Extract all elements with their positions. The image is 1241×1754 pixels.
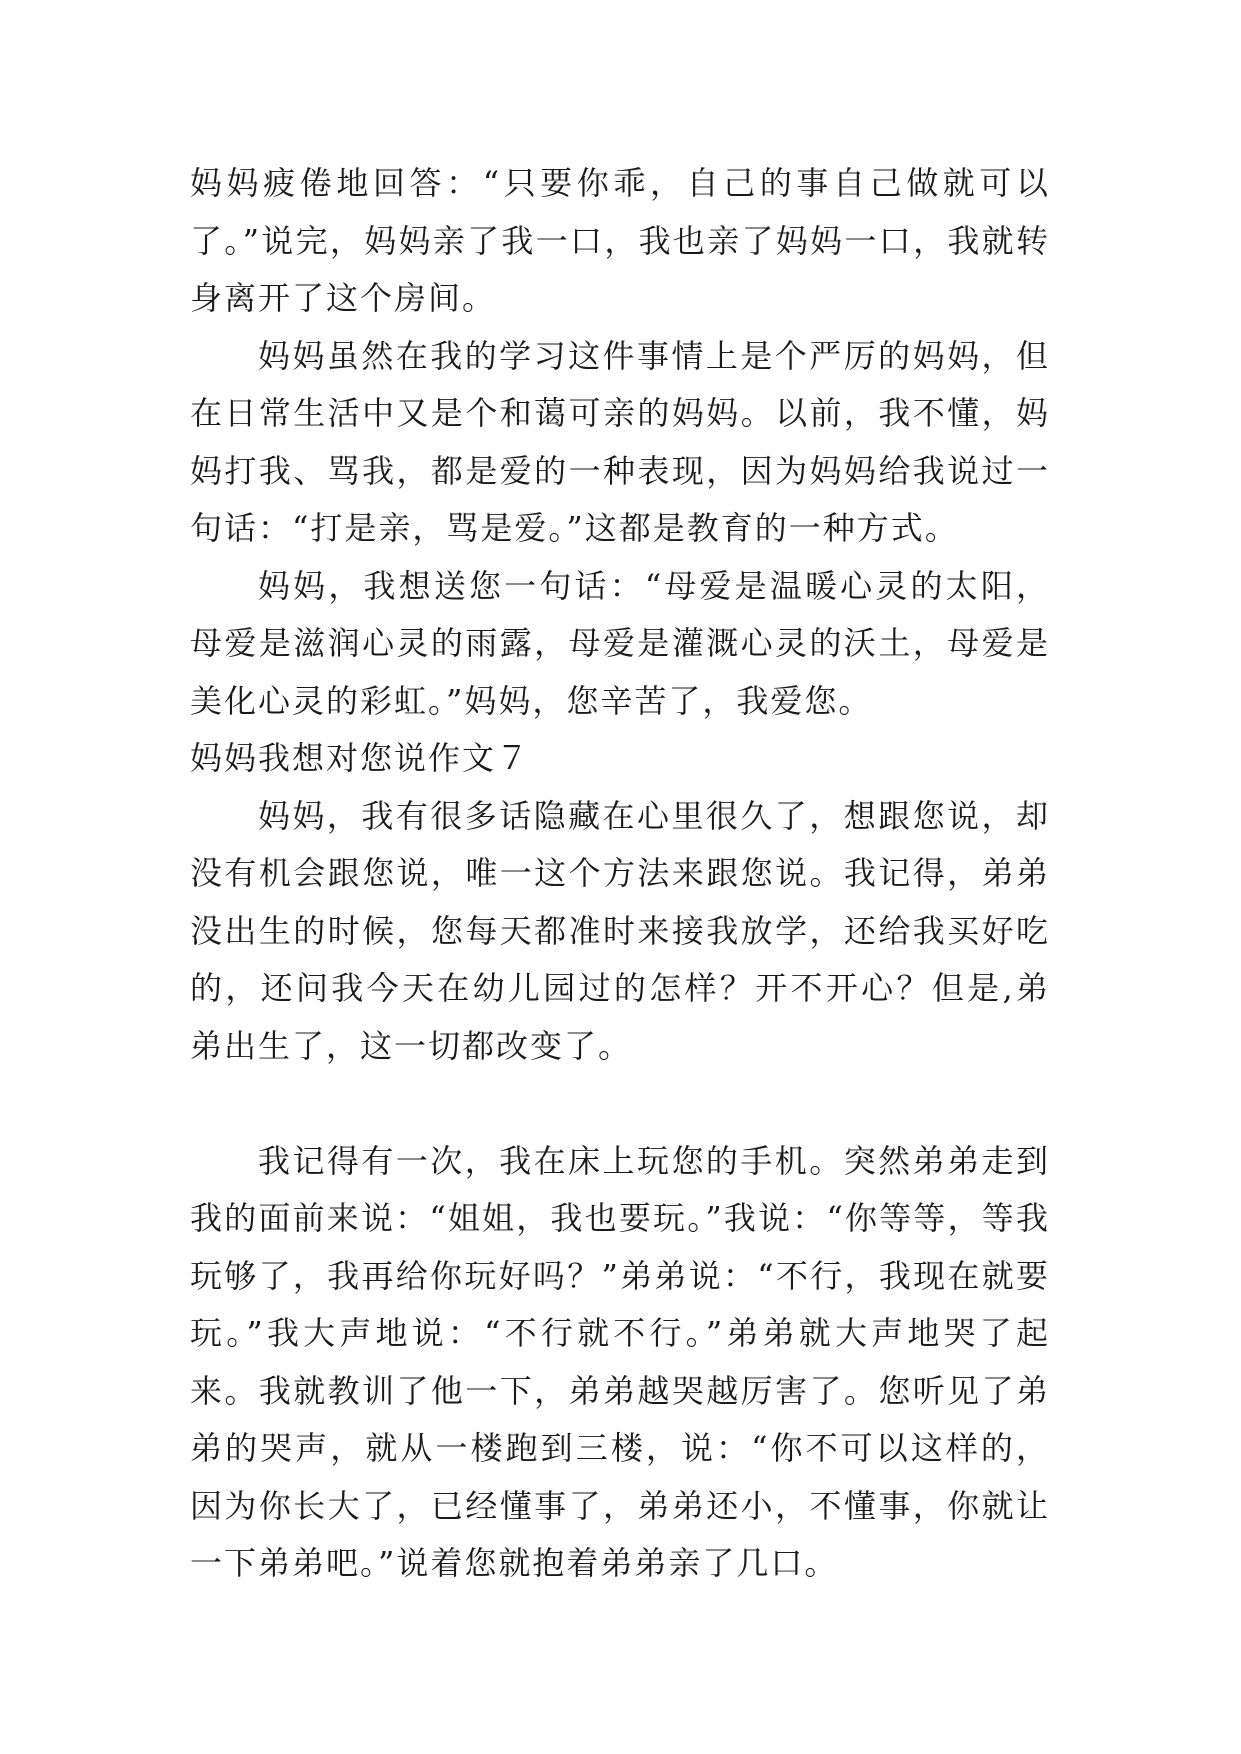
paragraph: 我记得有一次，我在床上玩您的手机。突然弟弟走到我的面前来说：“姐姐，我也要玩。”我说：“你等等，等我玩够了，我再给你玩好吗？”弟弟说：“不行，我现在就要玩。”我大声地说：“不行就不行。”弟弟就大声地哭了起来。我就教训了他一下，弟弟越哭越厉害了。您听见了弟弟的哭声，就从一楼跑到三楼，说：“你不可以这样的，因为你长大了，已经懂事了，弟弟还小，不懂事，你就让一下弟弟吧。”说着您就抱着弟弟亲了几口。 <box>190 1141 1050 1582</box>
paragraph: 妈妈，我想送您一句话：“母爱是温暖心灵的太阳，母爱是滋润心灵的雨露，母爱是灌溉心灵的沃土，母爱是美化心灵的彩虹。”妈妈，您辛苦了，我爱您。 <box>190 566 1050 720</box>
document-page <box>190 155 1050 1593</box>
paragraph: 妈妈，我有很多话隐藏在心里很久了，想跟您说，却没有机会跟您说，唯一这个方法来跟您说。我记得，弟弟没出生的时候，您每天都准时来接我放学，还给我买好吃的，还问我今天在幼儿园过的怎样？开不开心？但是,弟弟出生了，这一切都改变了。 <box>190 796 1050 1065</box>
paragraph-spacer <box>190 1075 1050 1133</box>
paragraph: 妈妈虽然在我的学习这件事情上是个严厉的妈妈，但在日常生活中又是个和蔼可亲的妈妈。以前，我不懂，妈妈打我、骂我，都是爱的一种表现，因为妈妈给我说过一句话：“打是亲，骂是爱。”这都是教育的一种方式。 <box>190 336 1050 547</box>
paragraph: 妈妈疲倦地回答：“只要你乖，自己的事自己做就可以了。”说完，妈妈亲了我一口，我也亲了妈妈一口，我就转身离开了这个房间。 <box>190 164 1050 317</box>
section-heading: 妈妈我想对您说作文７ <box>190 739 531 777</box>
